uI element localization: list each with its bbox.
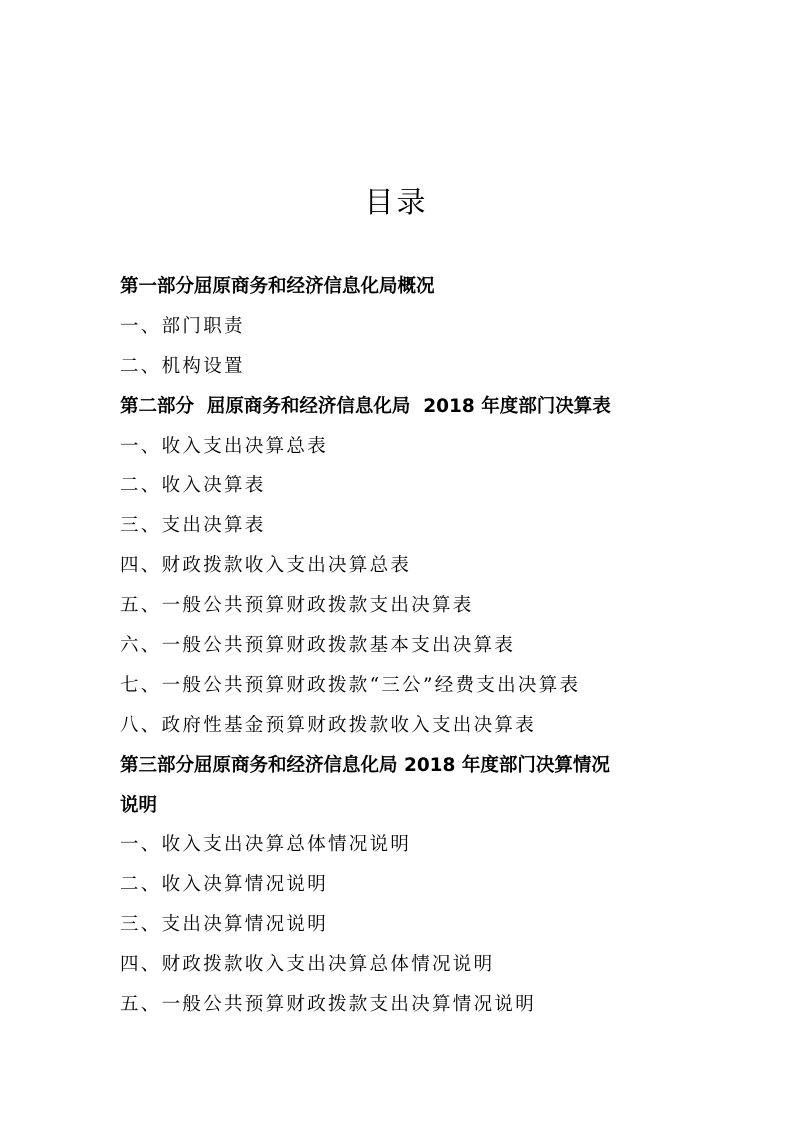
page-title: 目录 (364, 185, 429, 219)
toc-part-heading: 第三部分屈原商务和经济信息化局 2018 年度部门决算情况 (120, 754, 610, 776)
toc-item: 六、一般公共预算财政拨款基本支出决算表 (120, 635, 516, 657)
toc-item: 一、部门职责 (120, 315, 245, 337)
toc-item: 一、收入支出决算总表 (120, 435, 329, 457)
toc-item: 八、政府性基金预算财政拨款收入支出决算表 (120, 714, 537, 736)
toc-item: 二、收入决算表 (120, 475, 266, 497)
toc-item: 五、一般公共预算财政拨款支出决算情况说明 (120, 994, 537, 1016)
toc-part-heading: 第二部分 屈原商务和经济信息化局 2018 年度部门决算表 (120, 395, 611, 417)
toc-part-heading-continuation: 说明 (120, 794, 158, 816)
table-of-contents (120, 267, 700, 1025)
toc-item: 二、收入决算情况说明 (120, 874, 329, 896)
toc-item: 一、收入支出决算总体情况说明 (120, 834, 412, 856)
toc-item: 三、支出决算表 (120, 515, 266, 537)
toc-item: 五、一般公共预算财政拨款支出决算表 (120, 595, 474, 617)
toc-item: 三、支出决算情况说明 (120, 914, 329, 936)
toc-item: 四、财政拨款收入支出决算总体情况说明 (120, 954, 495, 976)
toc-item: 四、财政拨款收入支出决算总表 (120, 555, 412, 577)
toc-item: 七、一般公共预算财政拨款“三公”经费支出决算表 (120, 674, 581, 696)
toc-part-heading: 第一部分屈原商务和经济信息化局概况 (120, 276, 435, 297)
toc-item: 二、机构设置 (120, 355, 245, 377)
